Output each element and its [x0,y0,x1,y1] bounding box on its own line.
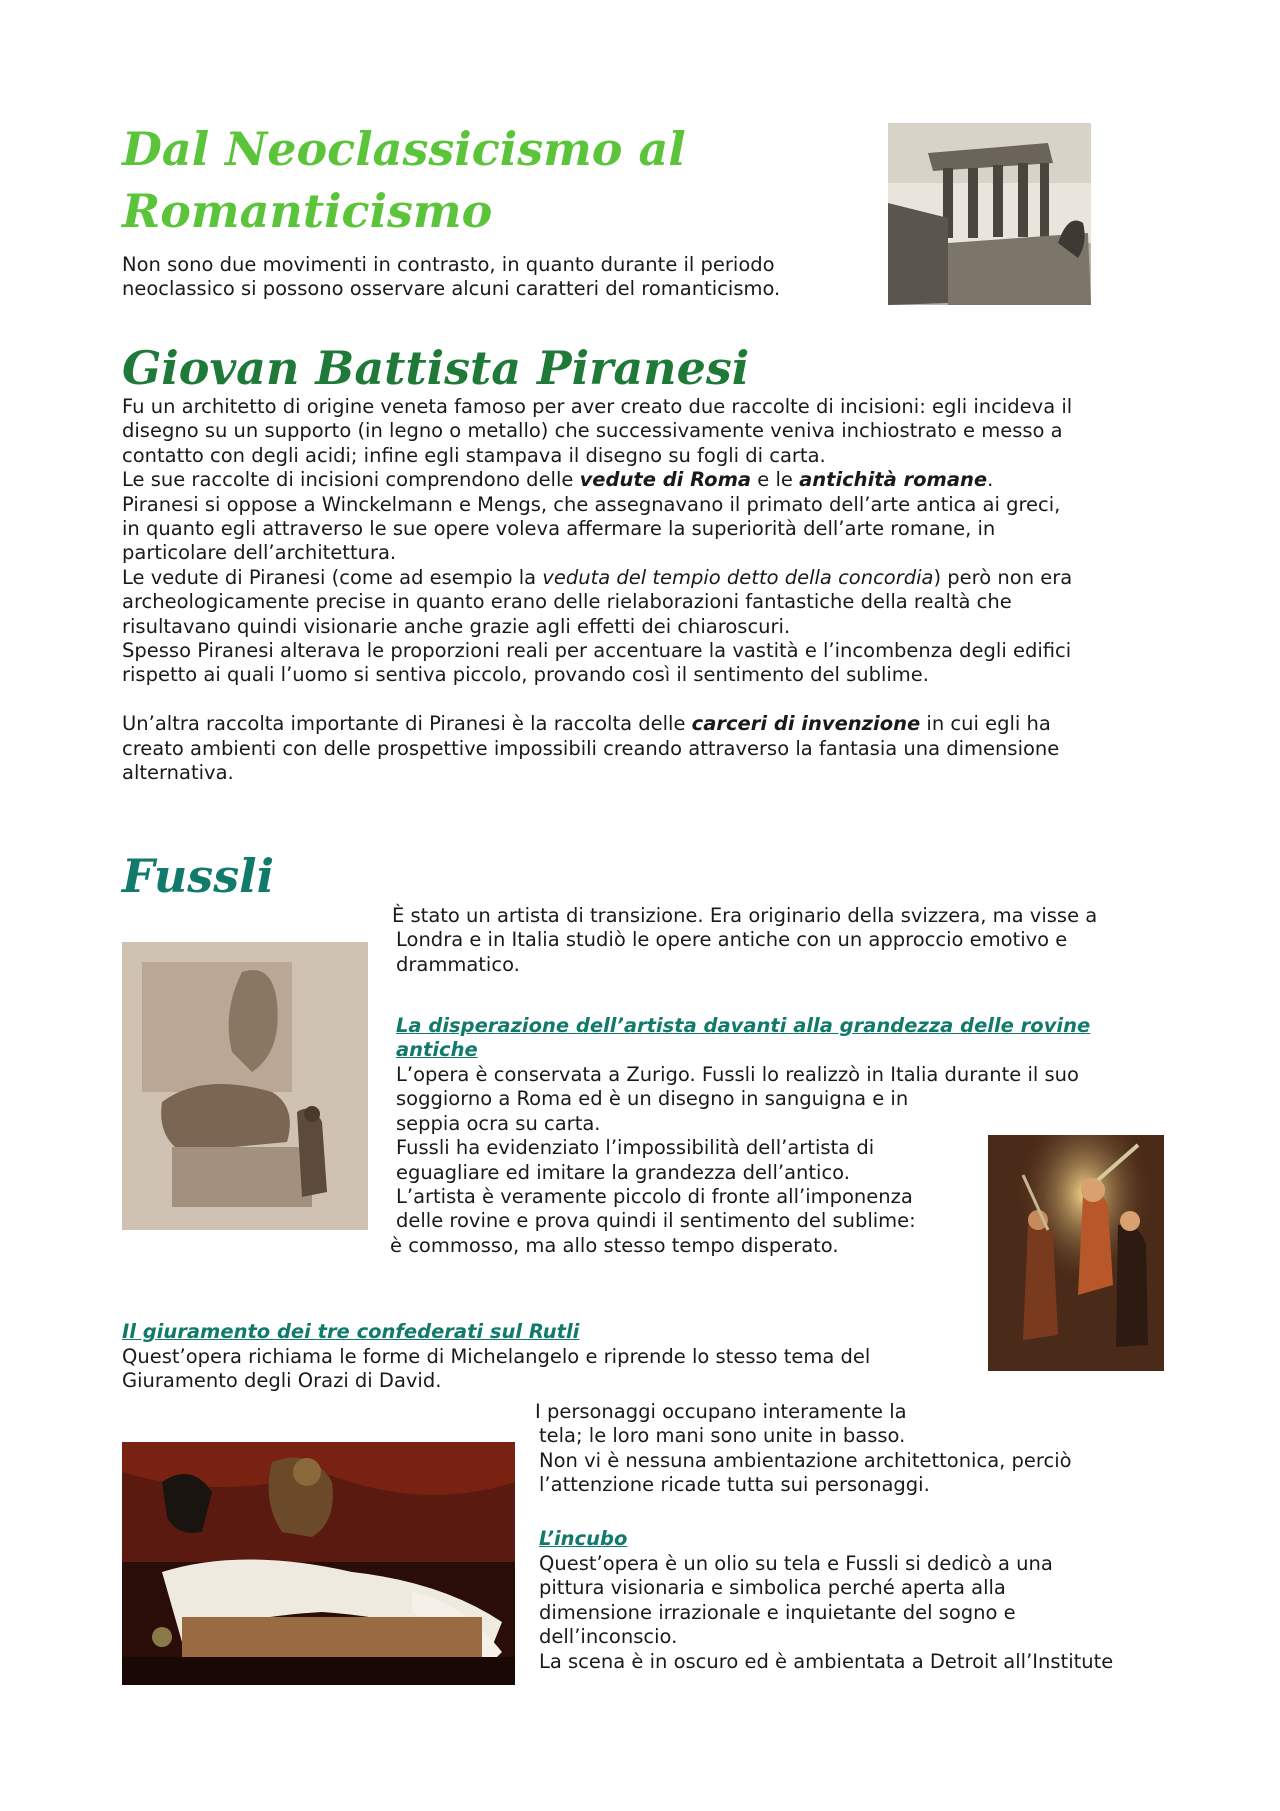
text-line: La scena è in oscuro ed è ambientata a Detroit all’Institute [539,1649,1114,1673]
fussli-incubo-image [122,1442,515,1685]
text-line: drammatico. [396,952,520,976]
text-line: Non vi è nessuna ambientazione architettonica, perciò [539,1448,1072,1472]
text-line: rispetto ai quali l’uomo si sentiva piccolo, provando così il sentimento del sublime. [122,663,929,687]
spacer [122,688,1162,712]
text-line: Quest’opera richiama le forme di Michelangelo e riprende lo stesso tema del [122,1345,871,1368]
text-line [122,712,1162,736]
text-run: in cui egli ha [920,712,1051,736]
text-line: Non sono due movimenti in contrasto, in quanto durante il periodo [122,253,775,276]
text-line: l’attenzione ricade tutta sui personaggi. [539,1473,930,1497]
text-line: risultavano quindi visionarie anche grazie agli effetti dei chiaroscuri. [122,614,791,638]
fussli-rutli-image [988,1135,1164,1371]
text-line: Quest’opera è un olio su tela e Fussli si dedicò a una [539,1552,1053,1575]
text-line: dell’inconscio. [539,1625,678,1649]
section-piranesi [122,340,922,396]
text-line: alternativa. [122,761,234,785]
text-line: L’artista è veramente piccolo di fronte all’imponenza [396,1185,913,1209]
text-line: disegno su un supporto (in legno o metallo) che successivamente veniva inchiostrato e messo a [122,419,1063,443]
text-run: ) però non era [933,565,1073,589]
title-line-2: Romanticismo [122,184,493,238]
text-line: soggiorno a Roma ed è un disegno in sanguigna e in [396,1087,909,1111]
text-line: L’opera è conservata a Zurigo. Fussli lo realizzò in Italia durante il suo [396,1063,1079,1086]
section-title-neoclassicismo [122,118,862,242]
subheading-line: Il giuramento dei tre confederati sul Rutli [122,1320,580,1343]
emphasis-carceri: carceri di invenzione [691,712,921,736]
text-line: Fussli ha evidenziato l’impossibilità dell’artista di [396,1136,875,1160]
work3-text [539,1552,1179,1674]
text-line [122,566,1162,590]
text-line: I personaggi occupano interamente la [535,1400,907,1423]
subheading-line: La disperazione dell’artista davanti alla grandezza delle rovine [396,1014,1091,1037]
text-line: Fu un architetto di origine veneta famoso per aver creato due raccolte di incisioni: egli incideva il [122,395,1073,418]
text-line: delle rovine e prova quindi il sentimento del sublime: [396,1209,916,1233]
intro-paragraph [122,253,862,302]
text-run: Le vedute di Piranesi (come ad esempio la [122,565,543,589]
text-line: pittura visionaria e simbolica perché aperta alla [539,1576,1006,1600]
work3-title [539,1527,939,1551]
text-run: Le sue raccolte di incisioni comprendono delle [122,468,580,492]
text-line: Londra e in Italia studiò le opere antiche con un approccio emotivo e [396,928,1068,952]
text-line: eguagliare ed imitare la grandezza dell’antico. [396,1160,850,1184]
work2-text-bottom [535,1400,1175,1498]
fussli-intro [392,904,1172,977]
text-run: . [987,468,994,492]
text-line: particolare dell’architettura. [122,541,397,565]
title-line-1: Dal Neoclassicismo al [122,122,686,176]
text-line: creato ambienti con delle prospettive impossibili creando attraverso la fantasia una dimensione [122,736,1060,760]
text-run: Un’altra raccolta importante di Piranesi è la raccolta delle [122,712,692,736]
text-line: neoclassico si possono osservare alcuni caratteri del romanticismo. [122,277,781,301]
subheading-line: L’incubo [539,1527,628,1550]
fussli-disperazione-image [122,942,368,1230]
section-neoclassicismo [122,118,862,242]
section-fussli [122,848,522,904]
text-line: seppia ocra su carta. [396,1111,601,1135]
text-line: è commosso, ma allo stesso tempo disperato. [390,1233,839,1257]
work2-title [122,1320,882,1344]
text-line: Piranesi si oppose a Winckelmann e Mengs, che assegnavano il primato dell’arte antica ai greci, [122,492,1061,516]
text-line [122,468,1162,492]
text-line: tela; le loro mani sono unite in basso. [539,1424,906,1448]
section-title-piranesi: Giovan Battista Piranesi [122,341,750,395]
piranesi-text [122,395,1162,785]
text-line: È stato un artista di transizione. Era originario della svizzera, ma visse a [392,904,1098,927]
emphasis-vedute: vedute di Roma [579,468,752,492]
text-line: dimensione irrazionale e inquietante del sogno e [539,1600,1016,1624]
section-title-fussli: Fussli [122,849,275,903]
work1-title [396,1014,1156,1063]
text-line: in quanto egli attraverso le sue opere voleva affermare la superiorità dell’arte romane, in [122,517,996,541]
piranesi-engraving-image [888,123,1091,305]
work2-text-top [122,1345,962,1394]
text-line: archeologicamente precise in quanto erano delle rielaborazioni fantastiche della realtà che [122,590,1012,614]
subheading-line: antiche [396,1038,478,1062]
text-line: Spesso Piranesi alterava le proporzioni reali per accentuare la vastità e l’incombenza degli edifici [122,639,1072,663]
emphasis-veduta: veduta del tempio detto della concordia [542,565,934,589]
text-run: e le [751,468,800,492]
text-line: Giuramento degli Orazi di David. [122,1369,442,1393]
text-line: contatto con degli acidi; infine egli stampava il disegno su fogli di carta. [122,443,826,467]
emphasis-antichita: antichità romane [799,468,988,492]
